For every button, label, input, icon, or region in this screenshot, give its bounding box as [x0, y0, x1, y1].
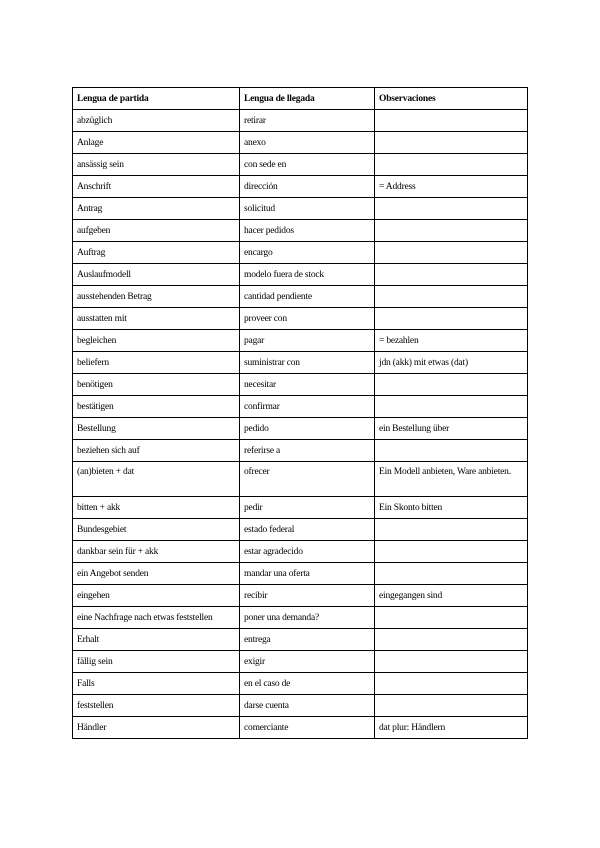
cell-target-term: encargo	[240, 242, 375, 264]
cell-source-term: benötigen	[73, 374, 240, 396]
cell-observation	[375, 440, 528, 462]
cell-source-term: Anlage	[73, 132, 240, 154]
cell-observation	[375, 242, 528, 264]
cell-observation: jdn (akk) mit etwas (dat)	[375, 352, 528, 374]
cell-source-term: feststellen	[73, 695, 240, 717]
cell-observation: = bezahlen	[375, 330, 528, 352]
cell-observation	[375, 198, 528, 220]
header-target-language: Lengua de llegada	[240, 88, 375, 110]
cell-observation	[375, 629, 528, 651]
table-row	[73, 497, 528, 519]
cell-target-term: anexo	[240, 132, 375, 154]
cell-target-term: poner una demanda?	[240, 607, 375, 629]
cell-source-term: bitten + akk	[73, 497, 240, 519]
cell-source-term: beliefern	[73, 352, 240, 374]
table-row	[73, 462, 528, 497]
cell-observation	[375, 673, 528, 695]
cell-target-term: comerciante	[240, 717, 375, 739]
cell-observation	[375, 374, 528, 396]
cell-target-term: exigir	[240, 651, 375, 673]
cell-observation: Ein Skonto bitten	[375, 497, 528, 519]
cell-target-term: con sede en	[240, 154, 375, 176]
cell-source-term: beziehen sich auf	[73, 440, 240, 462]
cell-observation	[375, 541, 528, 563]
cell-observation	[375, 110, 528, 132]
table-body	[73, 110, 528, 739]
cell-source-term: begleichen	[73, 330, 240, 352]
cell-target-term: retirar	[240, 110, 375, 132]
cell-target-term: ofrecer	[240, 462, 375, 497]
cell-target-term: pedido	[240, 418, 375, 440]
cell-observation	[375, 519, 528, 541]
table-row	[73, 330, 528, 352]
table-row	[73, 695, 528, 717]
cell-target-term: darse cuenta	[240, 695, 375, 717]
cell-target-term: pagar	[240, 330, 375, 352]
cell-observation	[375, 132, 528, 154]
cell-source-term: ausstatten mit	[73, 308, 240, 330]
cell-source-term: dankbar sein für + akk	[73, 541, 240, 563]
cell-observation	[375, 308, 528, 330]
cell-observation: ein Bestellung über	[375, 418, 528, 440]
cell-target-term: mandar una oferta	[240, 563, 375, 585]
table-row	[73, 563, 528, 585]
table-row	[73, 673, 528, 695]
cell-source-term: Antrag	[73, 198, 240, 220]
cell-observation	[375, 154, 528, 176]
cell-target-term: confirmar	[240, 396, 375, 418]
cell-observation	[375, 695, 528, 717]
cell-source-term: aufgeben	[73, 220, 240, 242]
table-row	[73, 607, 528, 629]
cell-observation: eingegangen sind	[375, 585, 528, 607]
cell-target-term: modelo fuera de stock	[240, 264, 375, 286]
cell-target-term: proveer con	[240, 308, 375, 330]
cell-target-term: referirse a	[240, 440, 375, 462]
cell-source-term: (an)bieten + dat	[73, 462, 240, 497]
cell-observation	[375, 396, 528, 418]
table-row	[73, 717, 528, 739]
table-row	[73, 440, 528, 462]
header-observations: Observaciones	[375, 88, 528, 110]
cell-target-term: estado federal	[240, 519, 375, 541]
cell-source-term: bestätigen	[73, 396, 240, 418]
cell-source-term: Auftrag	[73, 242, 240, 264]
cell-source-term: Erhalt	[73, 629, 240, 651]
cell-observation	[375, 563, 528, 585]
table-row	[73, 308, 528, 330]
cell-source-term: Händler	[73, 717, 240, 739]
cell-source-term: ansässig sein	[73, 154, 240, 176]
table-row	[73, 418, 528, 440]
table-row	[73, 198, 528, 220]
cell-observation	[375, 220, 528, 242]
glossary-table	[72, 87, 528, 739]
cell-source-term: Anschrift	[73, 176, 240, 198]
cell-source-term: ein Angebot senden	[73, 563, 240, 585]
cell-source-term: Bundesgebiet	[73, 519, 240, 541]
cell-source-term: abzüglich	[73, 110, 240, 132]
table-row	[73, 352, 528, 374]
cell-source-term: Auslaufmodell	[73, 264, 240, 286]
cell-target-term: recibir	[240, 585, 375, 607]
cell-target-term: estar agradecido	[240, 541, 375, 563]
table-row	[73, 374, 528, 396]
table-row	[73, 286, 528, 308]
cell-observation: Ein Modell anbieten, Ware anbieten.	[375, 462, 528, 497]
cell-target-term: en el caso de	[240, 673, 375, 695]
header-source-language: Lengua de partida	[73, 88, 240, 110]
table-row	[73, 154, 528, 176]
table-row	[73, 519, 528, 541]
table-row	[73, 110, 528, 132]
cell-observation	[375, 651, 528, 673]
table-row	[73, 264, 528, 286]
cell-target-term: solicitud	[240, 198, 375, 220]
cell-target-term: pedir	[240, 497, 375, 519]
table-row	[73, 396, 528, 418]
cell-source-term: Bestellung	[73, 418, 240, 440]
table-row	[73, 242, 528, 264]
cell-target-term: dirección	[240, 176, 375, 198]
table-row	[73, 629, 528, 651]
cell-source-term: ausstehenden Betrag	[73, 286, 240, 308]
table-row	[73, 176, 528, 198]
cell-target-term: entrega	[240, 629, 375, 651]
cell-target-term: cantidad pendiente	[240, 286, 375, 308]
cell-source-term: Falls	[73, 673, 240, 695]
cell-observation: dat plur: Händlern	[375, 717, 528, 739]
table-row	[73, 220, 528, 242]
table-row	[73, 132, 528, 154]
cell-source-term: eine Nachfrage nach etwas feststellen	[73, 607, 240, 629]
table-row	[73, 585, 528, 607]
cell-target-term: suministrar con	[240, 352, 375, 374]
cell-source-term: eingehen	[73, 585, 240, 607]
table-row	[73, 651, 528, 673]
cell-observation	[375, 264, 528, 286]
cell-source-term: fällig sein	[73, 651, 240, 673]
cell-observation	[375, 286, 528, 308]
cell-observation: = Address	[375, 176, 528, 198]
table-row	[73, 541, 528, 563]
cell-target-term: necesitar	[240, 374, 375, 396]
cell-observation	[375, 607, 528, 629]
cell-target-term: hacer pedidos	[240, 220, 375, 242]
header-row	[73, 88, 528, 110]
